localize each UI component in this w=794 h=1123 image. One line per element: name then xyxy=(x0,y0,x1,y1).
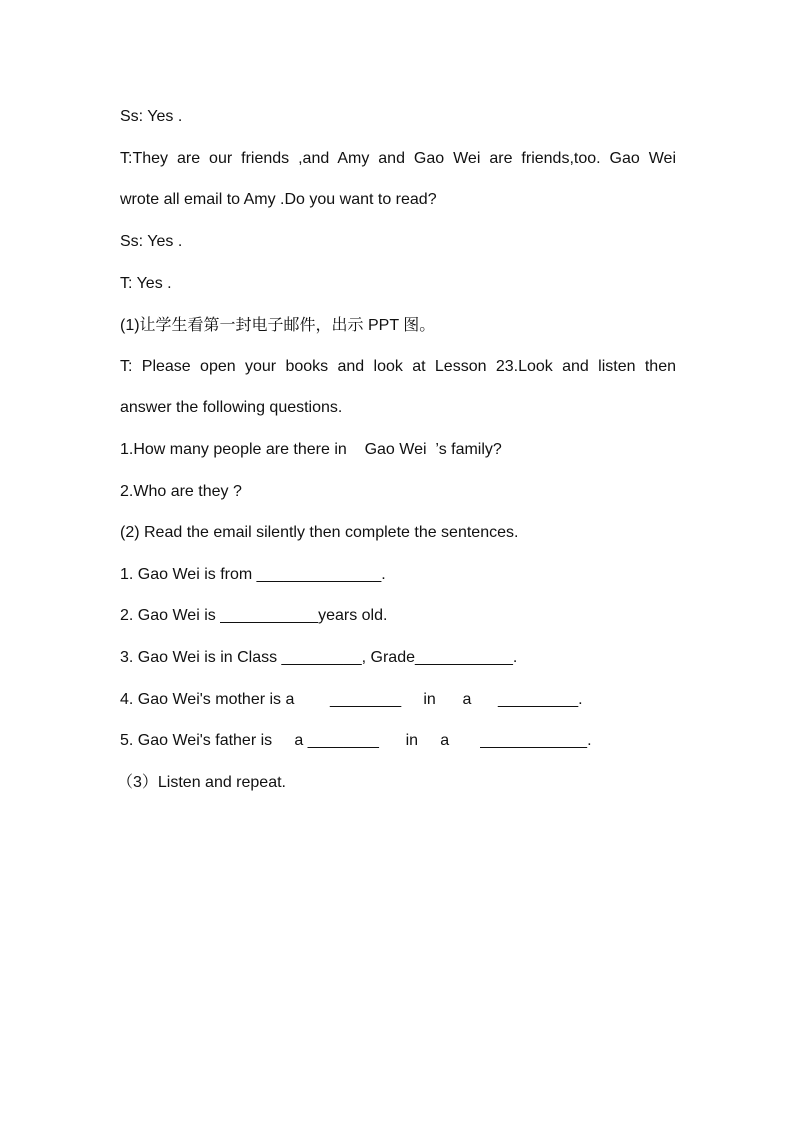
question-2: 2.Who are they ? xyxy=(120,483,242,500)
sentence-1: 1. Gao Wei is from ______________. xyxy=(120,566,386,583)
sentence-4: 4. Gao Wei's mother is a ________ in a _________. xyxy=(120,691,583,708)
instruction-step-1: (1)让学生看第一封电子邮件，出示 PPT 图。 xyxy=(120,317,436,334)
dialogue-line-teacher-friends: T:They are our friends ,and Amy and Gao Wei are friends,too. Gao Wei xyxy=(120,150,676,167)
dialogue-line-students-yes-1: Ss: Yes . xyxy=(120,108,183,125)
instruction-step-3: （3）Listen and repeat. xyxy=(117,774,286,791)
sentence-2: 2. Gao Wei is ___________years old. xyxy=(120,607,388,624)
instruction-step-2: (2) Read the email silently then complete the sentences. xyxy=(120,524,519,541)
sentence-3: 3. Gao Wei is in Class _________, Grade___________. xyxy=(120,649,518,666)
dialogue-line-teacher-yes: T: Yes . xyxy=(120,275,172,292)
dialogue-line-answer-questions: answer the following questions. xyxy=(120,399,343,416)
question-1: 1.How many people are there in Gao Wei ’s family? xyxy=(120,441,502,458)
dialogue-line-students-yes-2: Ss: Yes . xyxy=(120,233,183,250)
sentence-5: 5. Gao Wei's father is a ________ in a ____________. xyxy=(120,732,592,749)
dialogue-line-email-question: wrote all email to Amy .Do you want to read? xyxy=(120,191,437,208)
dialogue-line-open-books: T: Please open your books and look at Lesson 23.Look and listen then xyxy=(120,358,676,375)
